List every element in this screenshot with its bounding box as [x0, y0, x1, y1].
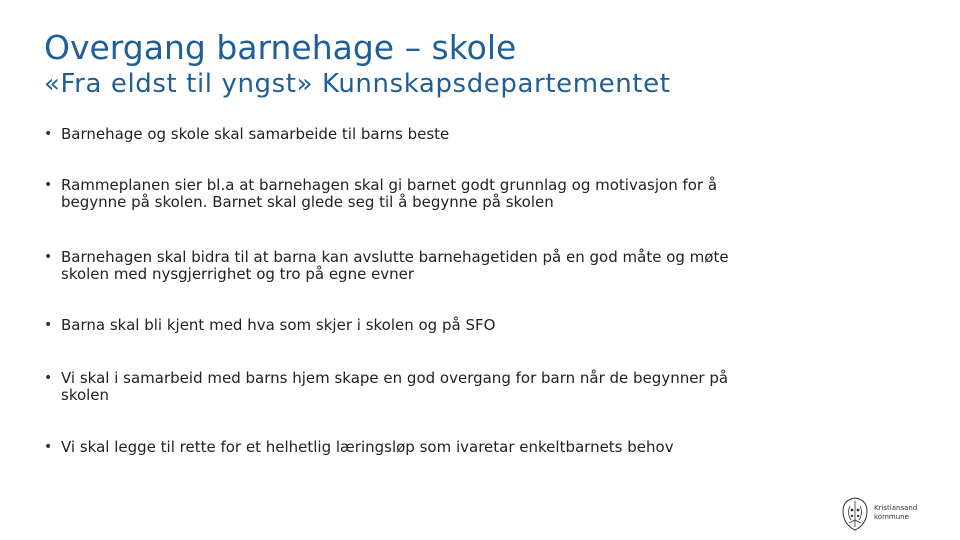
- logo-line-kristiansand: Kristiansand: [874, 504, 918, 512]
- logo-line-kommune: kommune: [874, 513, 909, 521]
- bullet-text: Barnehage og skole skal samarbeide til barns beste: [61, 125, 450, 143]
- bullet-item: [44, 317, 844, 334]
- bullet-text: Vi skal i samarbeid med barns hjem skape en god overgang for barn når de begynner på skolen: [61, 369, 729, 404]
- bullet-item: [44, 439, 844, 456]
- bullet-marker: •: [44, 177, 53, 193]
- bullet-text: Barna skal bli kjent med hva som skjer i skolen og på SFO: [61, 316, 496, 334]
- bullet-marker: •: [44, 439, 53, 455]
- bullet-item: [44, 249, 844, 283]
- bullet-text: Rammeplanen sier bl.a at barnehagen skal gi barnet godt grunnlag og motivasjon for å begynne på skolen. Barnet skal glede seg til å begynne på skolen: [61, 176, 718, 211]
- logo-text: [874, 504, 917, 522]
- bullet-marker: •: [44, 370, 53, 386]
- bullet-marker: •: [44, 126, 53, 142]
- bullet-marker: •: [44, 317, 53, 333]
- bullet-item: [44, 370, 844, 404]
- bullet-marker: •: [44, 249, 53, 265]
- kristiansand-logo: [838, 496, 924, 534]
- slide-subtitle: «Fra eldst til yngst» Kunnskapsdepartementet: [44, 69, 671, 99]
- coat-of-arms-icon: [838, 496, 872, 532]
- bullet-text: Barnehagen skal bidra til at barna kan avslutte barnehagetiden på en god måte og møte skolen med nysgjerrighet og tro på egne evner: [61, 248, 729, 283]
- bullet-item: [44, 126, 844, 143]
- bullet-item: [44, 177, 844, 211]
- slide-title: Overgang barnehage – skole: [44, 28, 517, 67]
- bullet-text: Vi skal legge til rette for et helhetlig læringsløp som ivaretar enkeltbarnets behov: [61, 438, 674, 456]
